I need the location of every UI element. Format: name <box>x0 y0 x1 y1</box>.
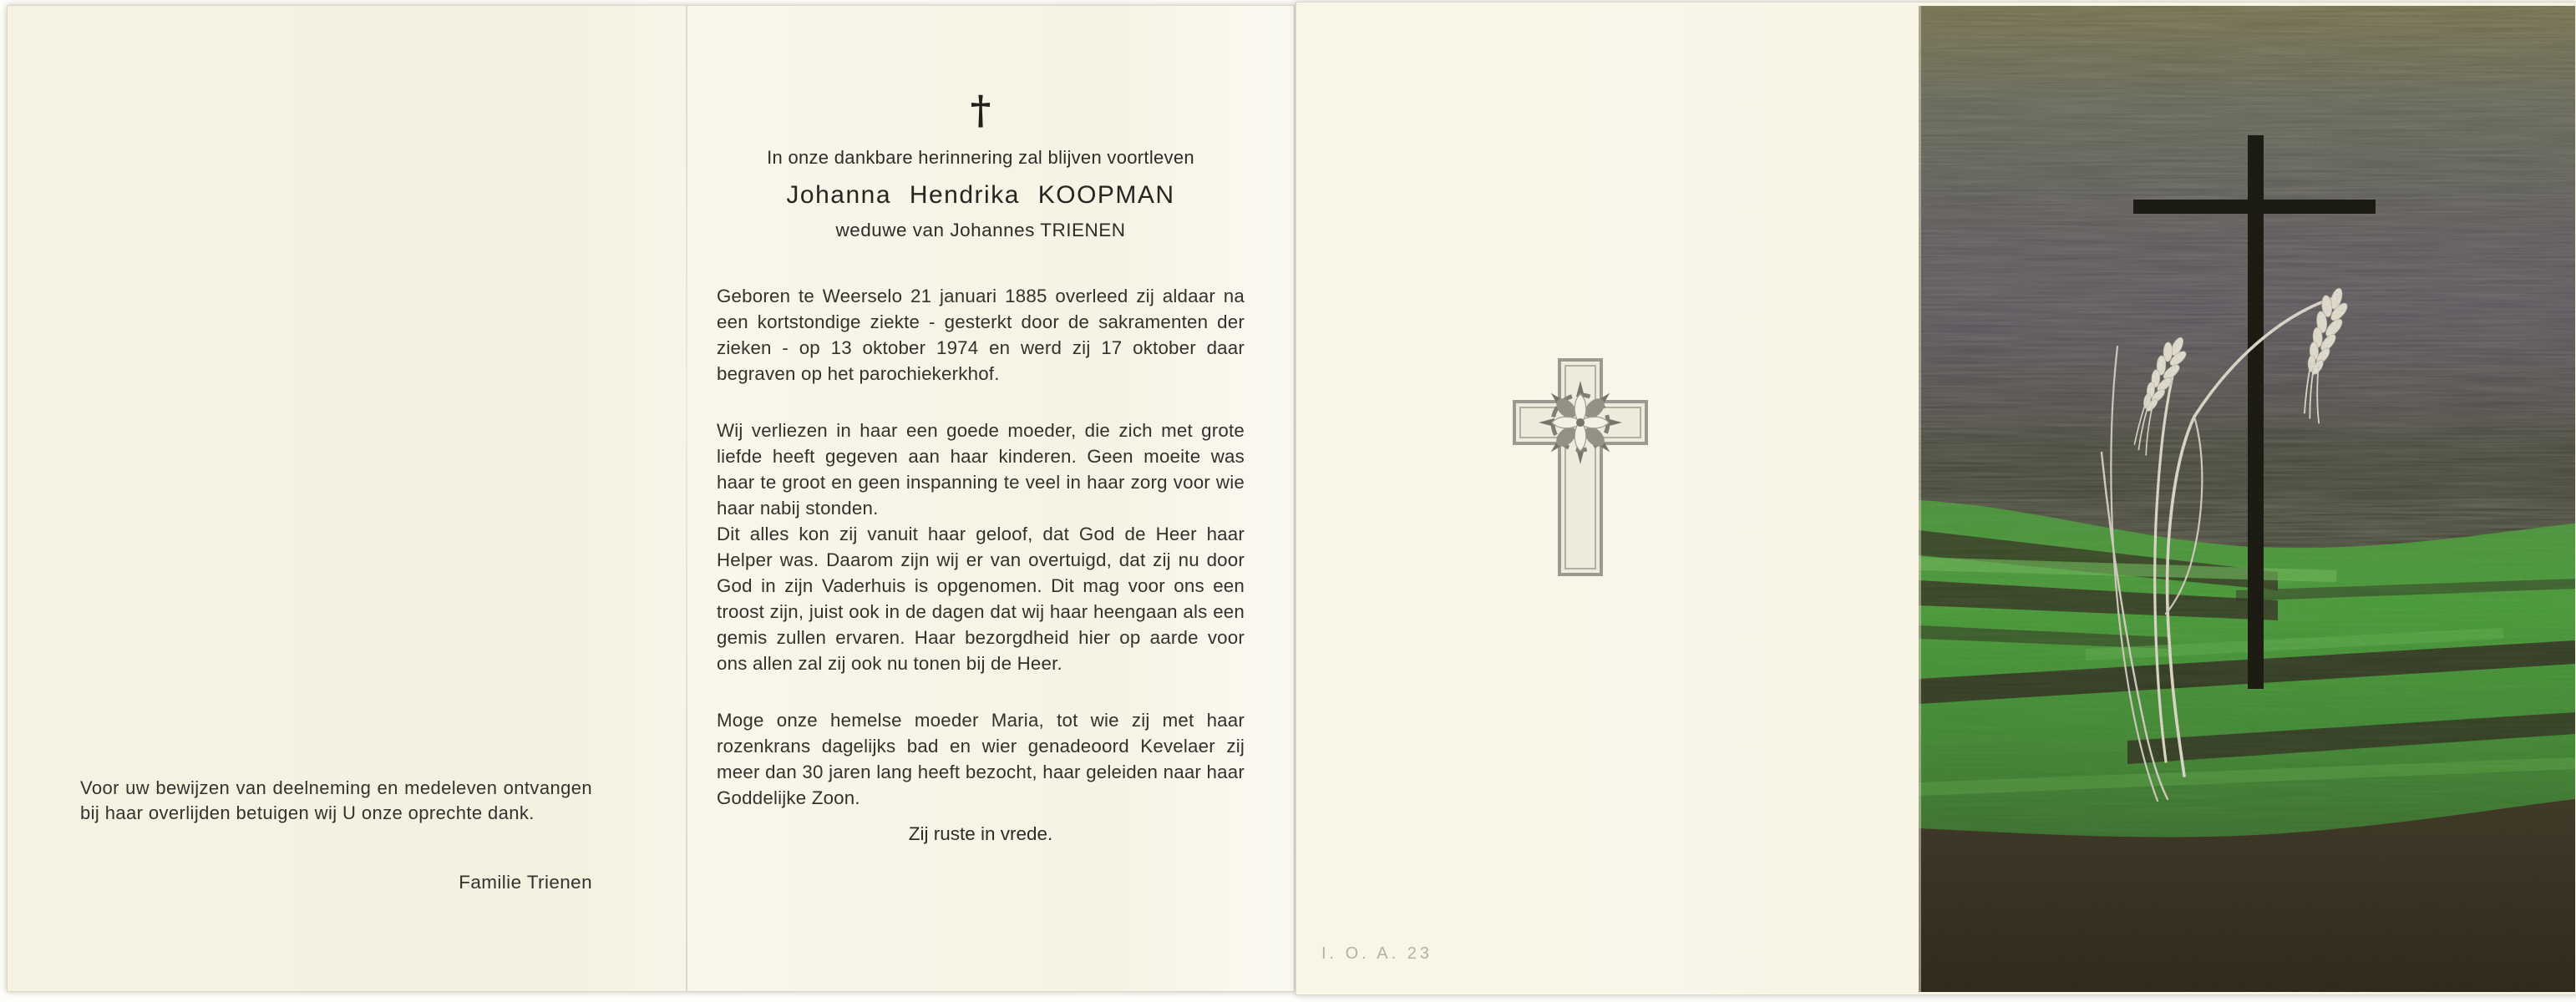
acknowledgement-text: Voor uw bewijzen van deelneming en medeleven ontvangen bij haar overlijden betuigen wij U onze oprechte dank. <box>80 777 592 823</box>
family-signature: Familie Trienen <box>459 871 592 893</box>
memorial-paragraph: Wij verliezen in haar een goede moeder, die zich met grote liefde heeft gegeven aan haar kinderen. Geen moeite was haar te groot en geen inspanning te veel in haar zorg voor wie haar nabij stonden. <box>717 420 1245 519</box>
card-outside-spread <box>1296 2 2576 995</box>
fold-crease <box>686 6 687 991</box>
deceased-name: Johanna Hendrika KOOPMAN <box>786 181 1175 209</box>
widow-relation-line: weduwe van Johannes TRIENEN <box>835 220 1126 240</box>
card-inside-spread <box>7 5 1295 992</box>
inside-right-panel <box>717 6 1245 845</box>
memorial-paragraph: Geboren te Weerselo 21 januari 1885 overleed zij aldaar na een kortstondige ziekte - gesterkt door de sakramenten der zieken - op 13 oktober 1974 en werd zij 17 oktober daar begraven op het parochiekerkhof. <box>717 286 1245 384</box>
printer-code: I. O. A. 23 <box>1321 944 1433 963</box>
rest-in-peace-line: Zij ruste in vrede. <box>908 823 1053 844</box>
memorial-intro-line: In onze dankbare herinnering zal blijven voortleven <box>767 147 1194 168</box>
cross-and-wheat-painting <box>1919 6 2575 992</box>
ornamental-cross-icon <box>1512 357 1649 577</box>
memorial-paragraph: Dit alles kon zij vanuit haar geloof, dat God de Heer haar Helper was. Daarom zijn wij er van overtuigd, dat zij nu door God in zijn Vaderhuis is opgenomen. Dit mag voor ons een troost zijn, juist ook in de dagen dat wij haar heengaan als een gemis zullen ervaren. Haar bezorgdheid hier op aarde voor ons allen zal zij ook nu tonen bij de Heer. <box>717 524 1245 674</box>
memorial-paragraph: Moge onze hemelse moeder Maria, tot wie zij met haar rozenkrans dagelijks bad en wier genadeoord Kevelaer zij meer dan 30 jaren lang heeft bezocht, haar geleiden naar haar Goddelijke Zoon. <box>717 710 1245 808</box>
memorial-cross-icon: † <box>970 88 991 134</box>
